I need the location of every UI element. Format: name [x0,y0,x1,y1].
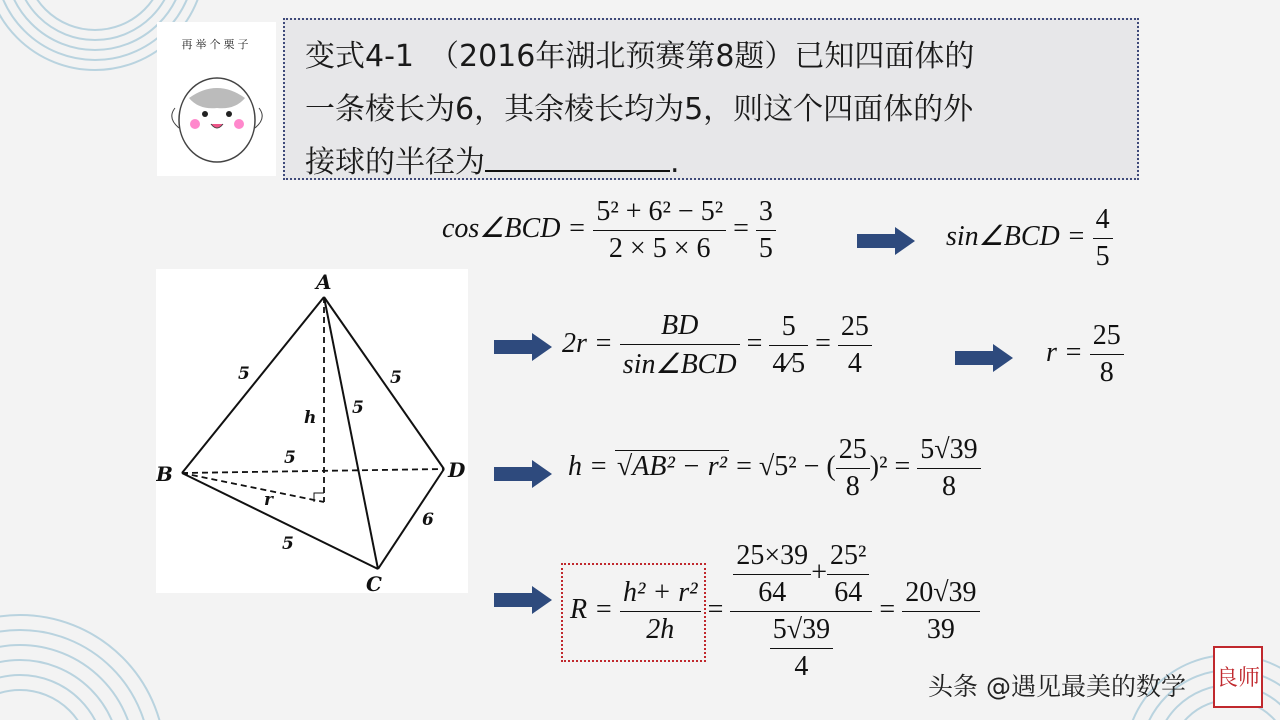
eq3-rad1: AB² − r² [632,450,728,482]
eq2-f3-den: 4 [847,348,862,379]
sin-lhs: sin∠BCD = [946,220,1086,252]
eq4-plus: + [811,556,827,588]
right-arrow-icon [857,227,915,255]
problem-line-2: 一条棱长为6，其余棱长均为5，则这个四面体的外 [305,92,974,127]
eq3-radical-1: √AB² − r² [616,450,728,482]
eq2-fraction-3 [838,311,872,380]
eq1-fraction [593,196,726,265]
hamster-sticker [157,22,276,176]
r-num: 25 [1090,320,1124,355]
eq2-f2-num: 5 [769,311,808,346]
vertex-label-a: A [316,270,332,294]
eq2-f2-den: 4⁄5 [772,348,806,379]
eq3-lhs: h = [568,450,608,482]
eq3-equals-1: = [736,450,752,482]
edge-label-bd: 5 [284,448,296,468]
eq4-f-den: 2h [646,614,675,645]
sin-num: 4 [1093,204,1113,239]
seal-stamp [1212,645,1264,709]
eq4-equals-1: = [707,593,724,625]
eq2-lhs: 2r = [562,327,613,359]
problem-line-3-end: . [670,145,680,180]
edge-label-cd: 6 [422,510,434,530]
vertex-label-d: D [448,458,466,482]
problem-text [305,30,1125,189]
eq4-result [902,577,979,646]
eq3-rad2-num: 25 [836,434,870,469]
eq1-den: 2 × 5 × 6 [608,233,711,264]
eq4-c-num: 5√39 [770,614,833,649]
stamp-text: 良师 [1215,666,1261,691]
problem-statement-box [283,18,1139,180]
equation-cos-bcd [442,196,776,265]
eq2-equals-2: = [815,327,831,359]
eq4-f-num: h² + r² [620,577,701,612]
right-arrow-icon [494,333,552,361]
eq4-fraction [620,577,701,646]
eq4-big-fraction [730,540,872,683]
edge-label-bc: 5 [282,534,294,554]
eq2-f2-den-den: 5 [791,348,806,379]
eq4-a-den: 64 [758,577,787,608]
equation-h [568,434,981,503]
eq1-res-den: 5 [758,233,773,264]
vertex-label-b: B [156,462,173,486]
equation-R [570,540,980,683]
eq3-res-num: 5√39 [917,434,980,469]
r-fraction [1090,320,1124,389]
eq4-res-den: 39 [926,614,955,645]
right-arrow-icon [955,344,1013,372]
eq4-equals-2: = [879,593,896,625]
eq1-num: 5² + 6² − 5² [593,196,726,231]
eq1-equals: = [733,212,749,244]
edge-label-ad: 5 [390,368,402,388]
eq3-equals-2: = [894,450,911,482]
eq4-big-num [730,540,872,612]
eq1-lhs: cos∠BCD = [442,212,587,244]
equation-2r [562,310,872,381]
eq4-big-den [730,612,872,683]
equation-sin-bcd [946,204,1113,273]
watermark: 头条 @遇见最美的数学 [928,672,1186,701]
eq3-rad2-frac [836,434,870,503]
vertex-label-c: C [366,572,382,593]
eq3-res-den: 8 [941,471,956,502]
eq4-a-frac [733,540,811,609]
hamster-icon [165,58,269,170]
answer-blank [485,142,670,172]
sin-fraction [1093,204,1113,273]
equation-r [1046,320,1124,389]
eq2-f3-num: 25 [838,311,872,346]
eq4-res-num: 20√39 [902,577,979,612]
eq2-fraction-1 [620,310,740,381]
right-arrow-icon [494,586,552,614]
eq4-c-den: 4 [794,651,809,682]
eq4-b-num: 25² [827,540,869,575]
eq3-result [917,434,980,503]
eq1-result [756,196,776,265]
right-arrow-icon [494,460,552,488]
eq3-rad2-den: 8 [845,471,860,502]
r-lhs: r = [1046,336,1083,368]
sin-den: 5 [1095,241,1110,272]
edge-label-ac: 5 [352,398,364,418]
radius-label: r [264,490,273,510]
eq3-rad2-b: )² [869,450,888,482]
eq4-lhs: R = [570,593,613,625]
eq1-res-num: 3 [756,196,776,231]
tetrahedron-figure [156,269,468,593]
problem-line-3-text: 接球的半径为 [305,145,485,180]
problem-line-1: 变式4-1 （2016年湖北预赛第8题）已知四面体的 [305,39,975,74]
eq2-f1-den: sin∠BCD [622,349,737,380]
eq2-f1-num: BD [620,310,740,345]
eq2-fraction-2 [769,311,808,380]
height-label: h [304,408,317,428]
eq4-c-frac [770,614,833,683]
eq2-equals-1: = [746,327,763,359]
edge-label-ab: 5 [238,364,250,384]
sticker-caption: 再举个栗子 [181,38,252,51]
r-den: 8 [1099,357,1114,388]
eq2-f2-den-num: 4 [772,348,787,379]
eq3-rad2-a: 5² − ( [774,450,836,482]
eq3-radical-2: √5² − ( $\frac{25}{8}$ )² [758,434,888,502]
eq4-b-frac [827,540,869,609]
eq4-a-num: 25×39 [733,540,811,575]
problem-line-3 [305,136,1125,189]
eq4-b-den: 64 [834,577,863,608]
